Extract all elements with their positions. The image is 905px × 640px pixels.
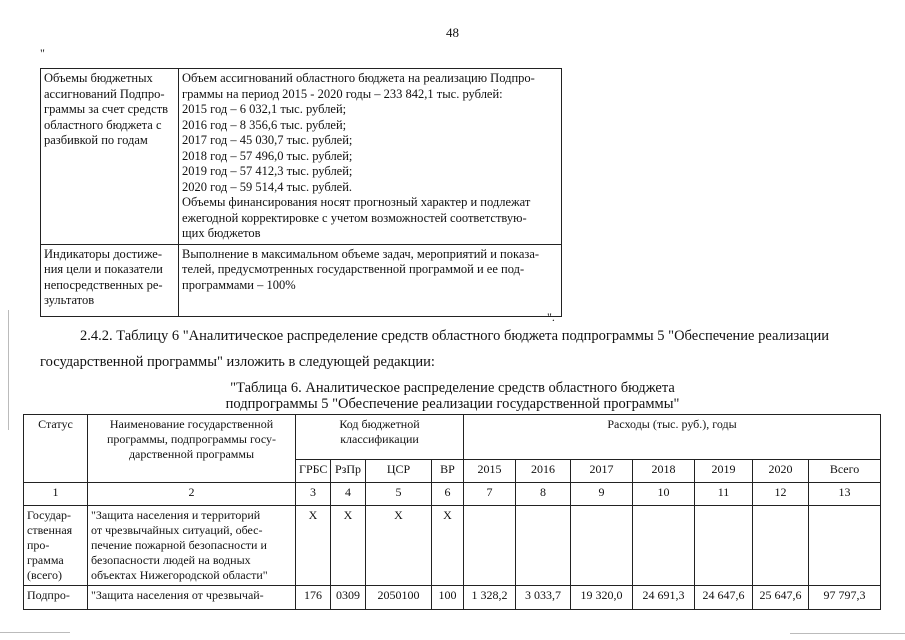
name-line: "Защита населения от чрезвычай-	[91, 588, 264, 602]
row-name	[88, 586, 296, 610]
amendment-paragraph-line2: государственной программы" изложить в следующей редакции:	[40, 354, 435, 370]
content-line: 2019 год – 57 412,3 тыс. рублей;	[182, 164, 353, 178]
status-line: грамма	[27, 553, 64, 567]
header-year-2019: 2019	[695, 460, 753, 483]
cell-grbs: 176	[296, 586, 331, 610]
header-year-2018: 2018	[633, 460, 695, 483]
name-line: от чрезвычайных ситуаций, обес-	[91, 523, 263, 537]
program-passport-table	[40, 68, 562, 317]
column-number: 8	[516, 483, 571, 506]
table-row	[24, 506, 881, 586]
header-year-2015: 2015	[464, 460, 516, 483]
cell-2017: 19 320,0	[571, 586, 633, 610]
column-number-row	[24, 483, 881, 506]
table-row	[41, 244, 562, 316]
cell-2019: 24 647,6	[695, 586, 753, 610]
column-number: 9	[571, 483, 633, 506]
table-caption-line1: "Таблица 6. Аналитическое распределение средств областного бюджета	[230, 380, 675, 396]
cell-2018	[633, 506, 695, 586]
header-year-2016: 2016	[516, 460, 571, 483]
status-line: Подпро-	[27, 588, 70, 602]
name-line: безопасности людей на водных	[91, 553, 251, 567]
page-number: 48	[446, 25, 459, 40]
cell-2015	[464, 506, 516, 586]
column-number: 10	[633, 483, 695, 506]
row-status	[24, 506, 88, 586]
status-line: Государ-	[27, 508, 72, 522]
cell-2015: 1 328,2	[464, 586, 516, 610]
row-content	[179, 69, 562, 245]
opening-quote: "	[40, 46, 45, 60]
cell-total: 97 797,3	[809, 586, 881, 610]
content-line: программами – 100%	[182, 277, 296, 292]
table-caption-line2: подпрограммы 5 "Обеспечение реализации государственной программы"	[225, 396, 680, 412]
column-number: 1	[24, 483, 88, 506]
row-label	[41, 244, 179, 316]
column-number: 12	[753, 483, 809, 506]
cell-2019	[695, 506, 753, 586]
header-name-line: Наименование государственной	[109, 417, 274, 431]
column-number: 11	[695, 483, 753, 506]
cell-vr: Х	[432, 506, 464, 586]
scan-artifact-line	[0, 632, 70, 633]
content-line: граммы на период 2015 - 2020 годы – 233 842,1 тыс. рублей:	[182, 86, 503, 101]
header-expenses: Расходы (тыс. руб.), годы	[464, 415, 881, 460]
column-number: 2	[88, 483, 296, 506]
table-row	[24, 586, 881, 610]
content-line: 2015 год – 6 032,1 тыс. рублей;	[182, 102, 347, 116]
header-name-line: дарственной программы	[128, 447, 255, 461]
cell-total	[809, 506, 881, 586]
content-line: 2016 год – 8 356,6 тыс. рублей;	[182, 117, 347, 132]
content-line: Объемы финансирования носят прогнозный характер и подлежат	[182, 195, 531, 209]
amendment-paragraph-line1: 2.4.2. Таблицу 6 "Аналитическое распределение средств областного бюджета подпрограммы 5 "Обеспечение реализации	[80, 328, 829, 344]
content-line: телей, предусмотренных государственной программой и ее под-	[182, 262, 525, 276]
header-year-2017: 2017	[571, 460, 633, 483]
cell-grbs: Х	[296, 506, 331, 586]
cell-csr: 2050100	[366, 586, 432, 610]
content-line: щих бюджетов	[182, 226, 261, 240]
cell-rzpr: 0309	[331, 586, 366, 610]
label-line: граммы за счет средств	[44, 102, 169, 116]
content-line: 2017 год – 45 030,7 тыс. рублей;	[182, 133, 353, 147]
closing-quote: ".	[547, 310, 555, 324]
header-grbs: ГРБС	[296, 460, 331, 483]
header-name-line: программы, подпрограммы госу-	[106, 432, 277, 446]
row-content	[179, 244, 562, 316]
row-label	[41, 69, 179, 245]
content-line: Выполнение в максимальном объеме задач, мероприятий и показа-	[182, 246, 540, 261]
label-line: Объемы бюджетных	[44, 71, 153, 85]
header-code-line: классификации	[340, 432, 419, 446]
column-number: 3	[296, 483, 331, 506]
header-code-line: Код бюджетной	[339, 417, 420, 431]
name-line: "Защита населения и территорий	[91, 508, 261, 522]
content-line: ежегодной корректировке с учетом возможностей соответствую-	[182, 210, 527, 225]
header-code	[296, 415, 464, 460]
content-line: 2020 год – 59 514,4 тыс. рублей.	[182, 179, 353, 194]
scan-artifact-line	[790, 633, 905, 634]
table-row	[41, 69, 562, 245]
label-line: областного бюджета с	[44, 117, 162, 132]
name-line: печение пожарной безопасности и	[91, 538, 267, 552]
scan-artifact-line	[8, 310, 9, 430]
cell-2020	[753, 506, 809, 586]
name-line: объектах Нижегородской области"	[91, 568, 268, 582]
label-line: зультатов	[44, 293, 95, 307]
label-line: ассигнований Подпро-	[44, 86, 165, 101]
label-line: непосредственных ре-	[44, 277, 163, 292]
column-number: 13	[809, 483, 881, 506]
header-name	[88, 415, 296, 483]
header-csr: ЦСР	[366, 460, 432, 483]
status-line: про-	[27, 538, 50, 552]
column-number: 7	[464, 483, 516, 506]
row-name	[88, 506, 296, 586]
cell-2017	[571, 506, 633, 586]
cell-csr: Х	[366, 506, 432, 586]
label-line: ния цели и показатели	[44, 262, 163, 276]
header-total: Всего	[809, 460, 881, 483]
label-line: разбивкой по годам	[44, 133, 148, 147]
cell-rzpr: Х	[331, 506, 366, 586]
cell-2016: 3 033,7	[516, 586, 571, 610]
content-line: Объем ассигнований областного бюджета на реализацию Подпро-	[182, 71, 535, 85]
header-vr: ВР	[432, 460, 464, 483]
cell-2020: 25 647,6	[753, 586, 809, 610]
column-number: 5	[366, 483, 432, 506]
header-rzpr: РзПр	[331, 460, 366, 483]
content-line: 2018 год – 57 496,0 тыс. рублей;	[182, 148, 353, 163]
cell-2018: 24 691,3	[633, 586, 695, 610]
cell-2016	[516, 506, 571, 586]
header-row	[24, 415, 881, 460]
budget-distribution-table	[23, 414, 881, 610]
column-number: 6	[432, 483, 464, 506]
label-line: Индикаторы достиже-	[44, 246, 162, 261]
cell-vr: 100	[432, 586, 464, 610]
row-status	[24, 586, 88, 610]
column-number: 4	[331, 483, 366, 506]
status-line: ственная	[27, 523, 73, 537]
header-year-2020: 2020	[753, 460, 809, 483]
header-status: Статус	[24, 415, 88, 483]
status-line: (всего)	[27, 568, 63, 582]
